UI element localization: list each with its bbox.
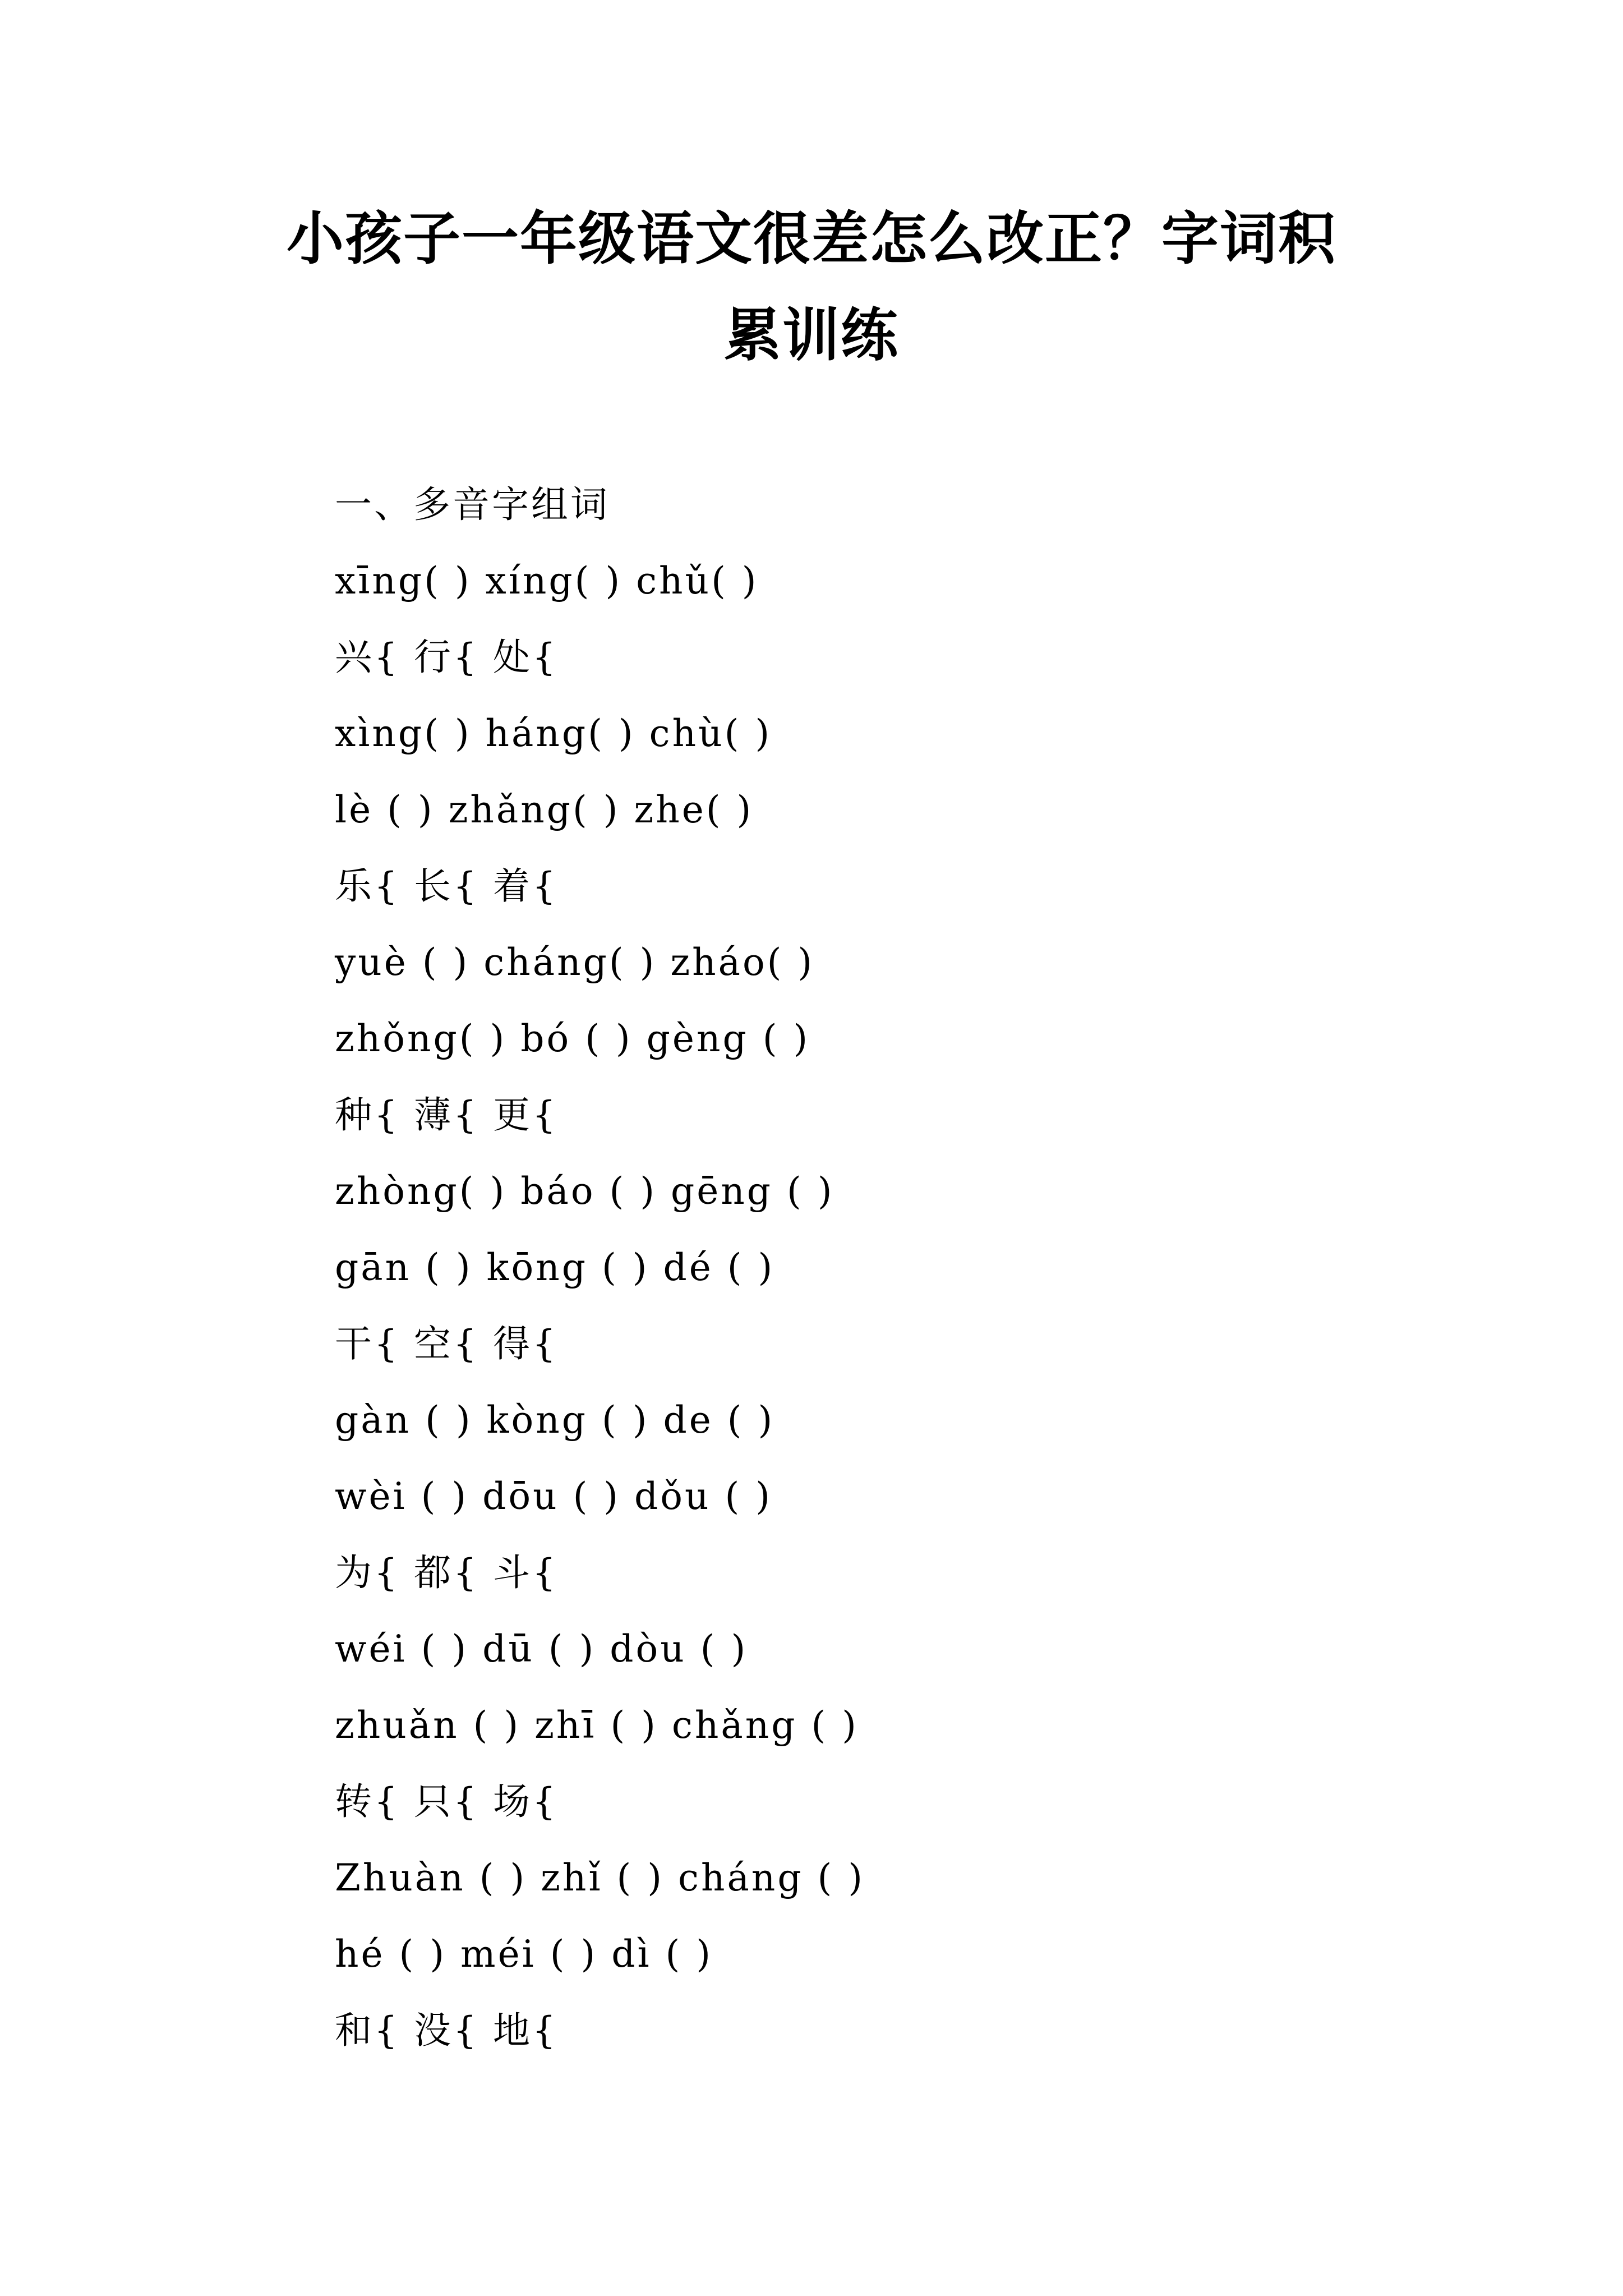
text-line: 为{ 都{ 斗{ — [335, 1551, 558, 1594]
title-line-2: 累训练 — [724, 302, 899, 369]
text-line: 和{ 没{ 地{ — [335, 2009, 558, 2052]
text-line: lè ( ) zhǎng( ) zhe( ) — [335, 788, 754, 831]
page-title — [213, 191, 1410, 384]
text-line: 转{ 只{ 场{ — [335, 1780, 558, 1823]
section-heading: 一、多音字组词 — [335, 483, 610, 526]
text-line: zhòng( ) báo ( ) gēng ( ) — [335, 1170, 834, 1213]
text-line: zhǒng( ) bó ( ) gèng ( ) — [335, 1017, 810, 1060]
text-line: xīng( ) xíng( ) chǔ( ) — [335, 559, 759, 602]
text-line: gàn ( ) kòng ( ) de ( ) — [335, 1398, 775, 1442]
text-line: gān ( ) kōng ( ) dé ( ) — [335, 1246, 775, 1289]
text-line: wéi ( ) dū ( ) dòu ( ) — [335, 1627, 748, 1671]
text-line: Zhuàn ( ) zhǐ ( ) cháng ( ) — [335, 1856, 865, 1899]
document-body — [335, 467, 1513, 2069]
text-line: 兴{ 行{ 处{ — [335, 636, 558, 679]
text-line: zhuǎn ( ) zhī ( ) chǎng ( ) — [335, 1704, 859, 1747]
text-line: yuè ( ) cháng( ) zháo( ) — [335, 941, 815, 984]
text-line: xìng( ) háng( ) chù( ) — [335, 712, 772, 755]
title-line-1: 小孩子一年级语文很差怎么改正？字词积 — [287, 205, 1336, 273]
text-line: 乐{ 长{ 着{ — [335, 864, 558, 908]
text-line: wèi ( ) dōu ( ) dǒu ( ) — [335, 1475, 772, 1518]
text-line: 种{ 薄{ 更{ — [335, 1093, 558, 1137]
text-line: 干{ 空{ 得{ — [335, 1322, 558, 1365]
text-line: hé ( ) méi ( ) dì ( ) — [335, 1932, 713, 1976]
